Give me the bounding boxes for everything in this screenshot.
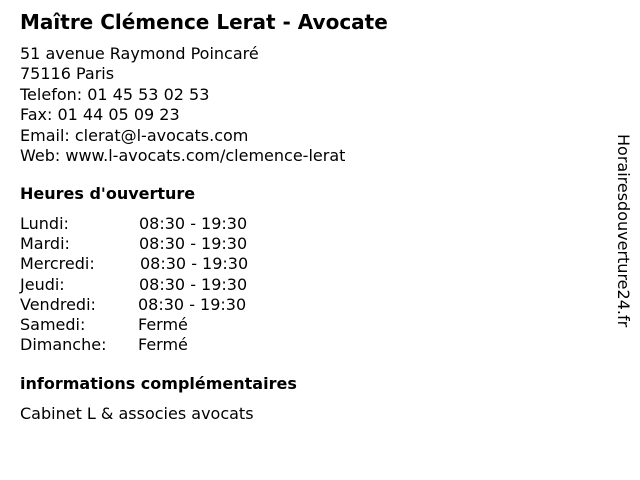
day-label: Lundi: (20, 214, 69, 233)
day-label: Vendredi: (20, 294, 96, 314)
additional-info-heading: informations complémentaires (20, 374, 297, 393)
day-hours: 08:30 - 19:30 (139, 274, 248, 294)
hours-row-sunday (20, 335, 320, 355)
day-hours: 08:30 - 19:30 (139, 234, 248, 254)
hours-row-friday (20, 295, 320, 315)
day-hours: 08:30 - 19:30 (140, 254, 249, 274)
hours-row-saturday (20, 315, 320, 335)
day-hours: 08:30 - 19:30 (139, 214, 248, 233)
day-label: Mardi: (20, 234, 70, 254)
contact-block (20, 44, 345, 166)
day-label: Dimanche: (20, 335, 107, 355)
day-label: Jeudi: (20, 274, 65, 294)
day-hours: 08:30 - 19:30 (138, 294, 247, 314)
opening-hours-heading: Heures d'ouverture (20, 184, 196, 203)
hours-row-monday (20, 214, 320, 234)
hours-row-wednesday (20, 254, 320, 274)
hours-row-tuesday (20, 234, 320, 254)
email-address: Email: clerat@l-avocats.com (20, 125, 249, 145)
fax-number: Fax: 01 44 05 09 23 (20, 105, 180, 125)
address-street: 51 avenue Raymond Poincaré (20, 44, 259, 63)
page-title: Maître Clémence Lerat - Avocate (20, 10, 388, 34)
additional-info-text: Cabinet L & associes avocats (20, 404, 254, 423)
day-label: Samedi: (20, 314, 86, 334)
opening-hours-table (20, 214, 320, 355)
website-url: Web: www.l-avocats.com/clemence-lerat (20, 145, 346, 165)
day-label: Mercredi: (20, 254, 95, 274)
watermark-text: Horairesdouverture24.fr (614, 134, 633, 328)
address-city: 75116 Paris (20, 64, 115, 84)
phone-number: Telefon: 01 45 53 02 53 (20, 84, 210, 104)
day-hours: Fermé (138, 314, 188, 334)
day-hours: Fermé (138, 335, 188, 355)
hours-row-thursday (20, 275, 320, 295)
